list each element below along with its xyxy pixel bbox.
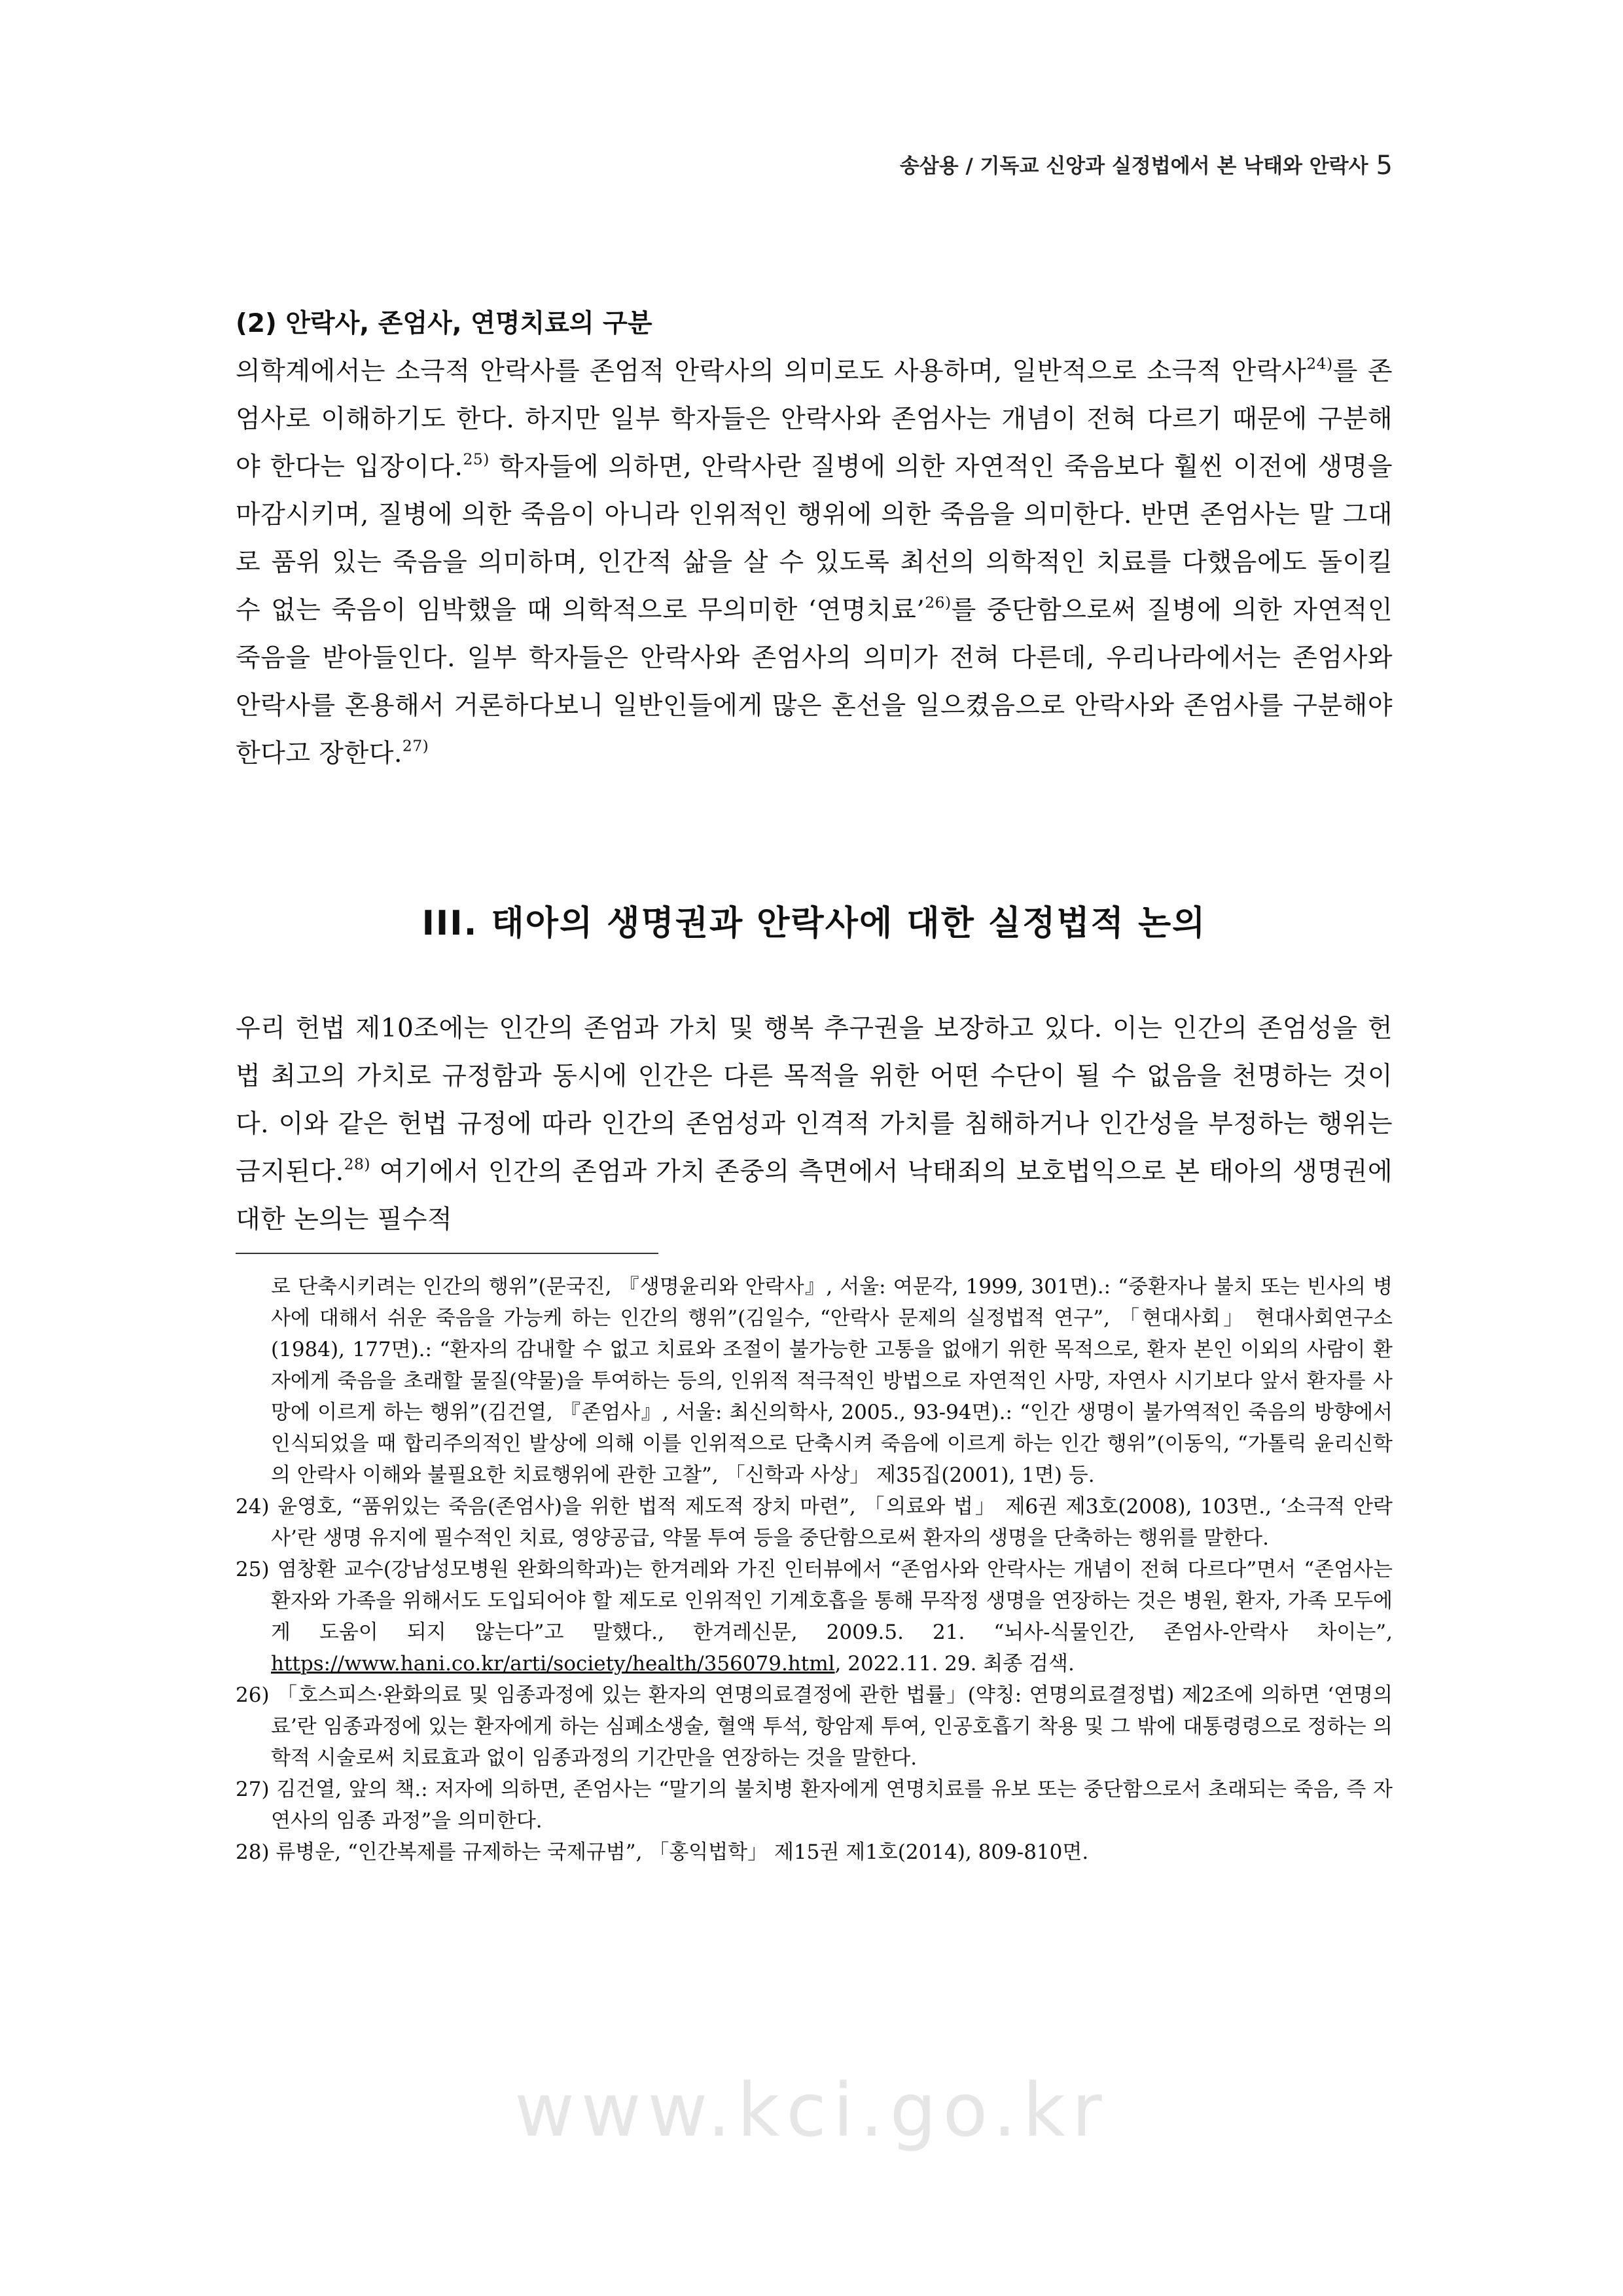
footnote-27: 27) 김건열, 앞의 책.: 저자에 의하면, 존엄사는 “말기의 불치병 환자에게 연명치료를 유보 또는 중단함으로서 초래되는 죽음, 즉 자연사의 임종 과정”을 의미한다.	[236, 1778, 1393, 1833]
footnote-23-continued: 로 단축시키려는 인간의 행위”(문국진, 『생명윤리와 안락사』, 서울: 여문각, 1999, 301면).: “중환자나 불치 또는 빈사의 병사에 대해서 쉬운 죽음을 가능케 하는 인간의 행위”(김일수, “안락사 문제의 실정법적 연구”, 「현대사회」 현대사회연구소(1984), 177면).: “환자의 감내할 수 없고 치료와 조절이 불가능한 고통을 없애기 위한 목적으로, 환자 본인 이외의 사람이 환자에게 죽음을 초래할 물질(약물)을 투여하는 등의, 인위적 적극적인 방법으로 자연적인 사망, 자연사 시기보다 앞서 환자를 사망에 이르게 하는 행위”(김건열, 『존엄사』, 서울: 최신의학사, 2005., 93-94면).: “인간 생명이 불가역적인 죽음의 방향에서 인식되었을 때 합리주의적인 발상에 의해 이를 인위적으로 단축시켜 죽음에 이르게 하는 인간 행위”(이동익, “가톨릭 윤리신학의 안락사 이해와 불필요한 치료행위에 관한 고찰”, 「신학과 사상」 제35집(2001), 1면) 등.	[271, 1275, 1393, 1487]
footnote-24: 24) 윤영호, “품위있는 죽음(존엄사)을 위한 법적 제도적 장치 마련”, 「의료와 법」 제6권 제3호(2008), 103면., ‘소극적 안락사’란 생명 유지에 필수적인 치료, 영양공급, 약물 투여 등을 중단함으로써 환자의 생명을 단축하는 행위를 말한다.	[236, 1495, 1393, 1550]
footnote-25-text: 25) 염창환 교수(강남성모병원 완화의학과)는 한겨레와 가진 인터뷰에서 “존엄사와 안락사는 개념이 전혀 다르다”면서 “존엄사는 환자와 가족을 위해서도 도입되어야 할 제도로 인위적인 기계호흡을 통해 무작정 생명을 연장하는 것은 병원, 환자, 가족 모두에게 도움이 되지 않는다”고 말했다., 한겨레신문, 2009.5. 21. “뇌사-식물인간, 존엄사-안락사 차이는”,	[236, 1558, 1393, 1644]
footnote-25	[236, 1554, 1393, 1679]
paragraph-text: 우리 헌법 제10조에는 인간의 존엄과 가치 및 행복 추구권을 보장하고 있다. 이는 인간의 존엄성을 헌법 최고의 가치로 규정함과 동시에 인간은 다른 목적을 위한 어떤 수단이 될 수 없음을 천명하는 것이다. 이와 같은 헌법 규정에 따라 인간의 존엄성과 인격적 가치를 침해하거나 인간성을 부정하는 행위는 금지된다.	[236, 1014, 1393, 1187]
paragraph-text: 를 중단함으로써 질병에 의한 자연적인 죽음을 받아들인다. 일부 학자들은 안락사와 존엄사의 의미가 전혀 다른데, 우리나라에서는 존엄사와 안락사를 혼용해서 거론하다보니 일반인들에게 많은 혼선을 일으켰음으로 안락사와 존엄사를 구분해야 한다고 장한다.	[236, 596, 1393, 768]
paragraph-text: 의학계에서는 소극적 안락사를 존엄적 안락사의 의미로도 사용하며, 일반적으로 소극적 안락사	[236, 357, 1307, 386]
footnote-28: 28) 류병운, “인간복제를 규제하는 국제규범”, 「홍익법학」 제15권 제1호(2014), 809-810면.	[236, 1840, 1089, 1864]
footnote-25-tail: , 2022.11. 29. 최종 검색.	[834, 1652, 1075, 1676]
watermark: www.kci.go.kr	[514, 2068, 1109, 2153]
paragraph-text: 학자들에 의하면, 안락사란 질병에 의한 자연적인 죽음보다 훨씬 이전에 생명을 마감시키며, 질병에 의한 죽음이 아니라 인위적인 행위에 의한 죽음을 의미한다. 반면 존엄사는 말 그대로 품위 있는 죽음을 의미하며, 인간적 삶을 살 수 있도록 최선의 의학적인 치료를 다했음에도 돌이킬 수 없는 죽음이 임박했을 때 의학적으로 무의미한 ‘연명치료’	[236, 452, 1393, 625]
footnote-divider	[236, 1253, 658, 1254]
footnotes	[236, 1271, 1393, 1868]
footnote-ref-25[interactable]: 25)	[463, 450, 490, 469]
running-header	[236, 149, 1393, 181]
section-body	[236, 1005, 1393, 1244]
section-paragraph	[236, 1005, 1393, 1244]
paragraph-text: 여기에서 인간의 존엄과 가치 존중의 측면에서 낙태죄의 보호법익으로 본 태아의 생명권에 대한 논의는 필수적	[236, 1157, 1393, 1234]
page-number: 5	[1376, 151, 1393, 181]
subsection-block	[236, 300, 1393, 778]
footnote-26: 26) 「호스피스·완화의료 및 임종과정에 있는 환자의 연명의료결정에 관한 법률」(약칭: 연명의료결정법) 제2조에 의하면 ‘연명의료’란 임종과정에 있는 환자에게 하는 심폐소생술, 혈액 투석, 항암제 투여, 인공호흡기 착용 및 그 밖에 대통령령으로 정하는 의학적 시술로써 치료효과 없이 임종과정의 기간만을 연장하는 것을 말한다.	[236, 1683, 1393, 1770]
running-title: 송삼용 / 기독교 신앙과 실정법에서 본 낙태와 안락사	[899, 154, 1368, 178]
paragraph-text: 를 존엄사로 이해하기도 한다. 하지만 일부 학자들은 안락사와 존엄사는 개념이 전혀 다르기 때문에 구분해야 한다는 입장이다.	[236, 357, 1393, 482]
footnote-25-link[interactable]: https://www.hani.co.kr/arti/society/health/356079.html	[271, 1652, 835, 1676]
subsection-heading: (2) 안락사, 존엄사, 연명치료의 구분	[236, 309, 652, 338]
section-title: III. 태아의 생명권과 안락사에 대한 실정법적 논의	[421, 904, 1207, 943]
footnote-ref-28[interactable]: 28)	[344, 1155, 370, 1174]
footnote-ref-26[interactable]: 26)	[925, 593, 952, 612]
footnote-ref-24[interactable]: 24)	[1306, 354, 1333, 373]
footnote-ref-27[interactable]: 27)	[402, 736, 429, 755]
subsection-paragraph	[236, 348, 1393, 778]
